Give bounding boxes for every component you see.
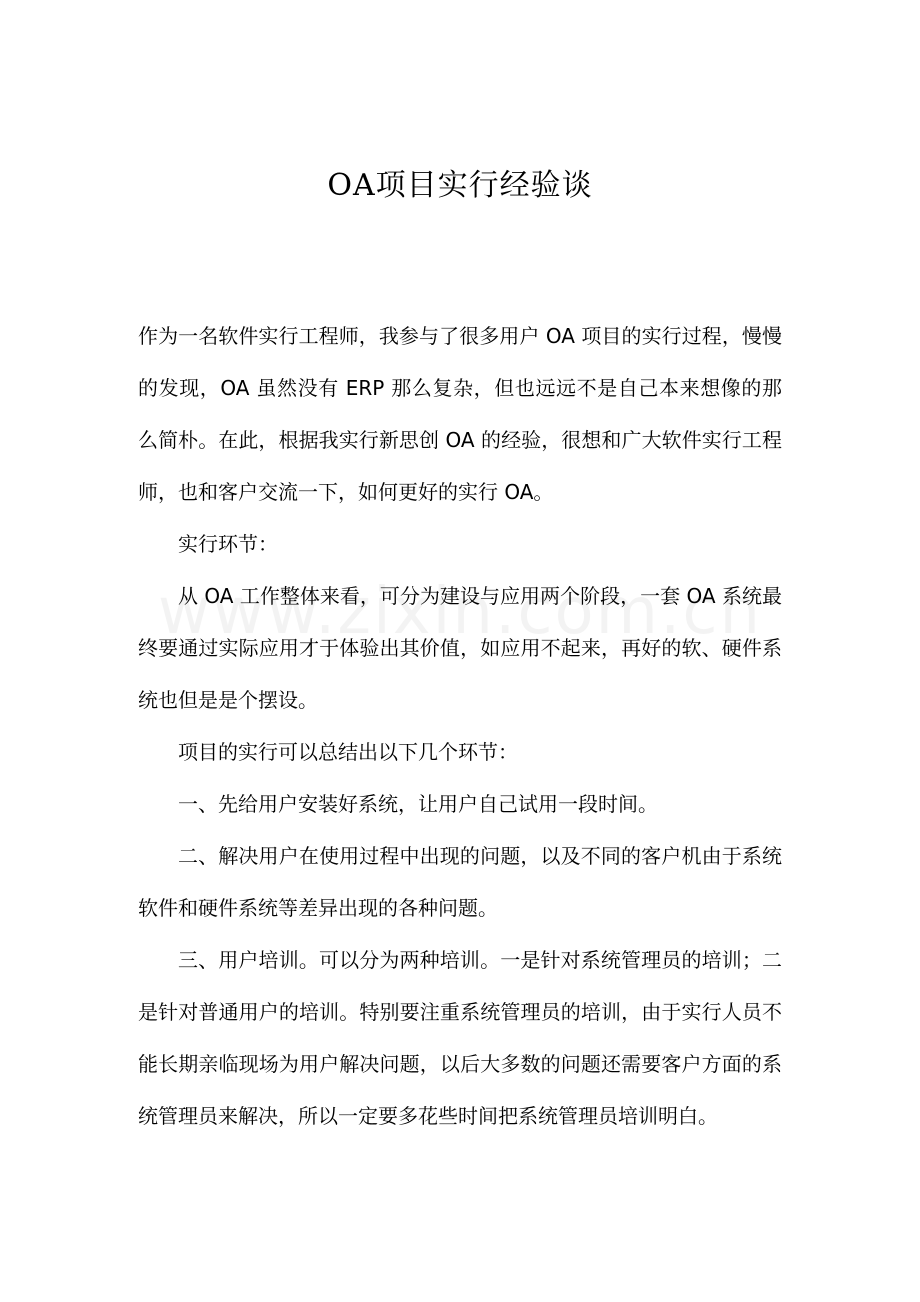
paragraph-step-2: 二、解决用户在使用过程中出现的问题，以及不同的客户机由于系统软件和硬件系统等差异出现的各种问题。 <box>138 844 782 920</box>
paragraph-steps-intro: 项目的实行可以总结出以下几个环节： <box>178 740 518 764</box>
paragraph-overview: 从 OA 工作整体来看，可分为建设与应用两个阶段，一套 OA 系统最终要通过实际应用才于体验出其价值，如应用不起来，再好的软、硬件系统也但是是个摆设。 <box>138 584 782 712</box>
paragraph-intro: 作为一名软件实行工程师，我参与了很多用户 OA 项目的实行过程，慢慢的发现，OA 虽然没有 ERP 那么复杂，但也远远不是自己本来想像的那么简朴。在此，根据我实行新思创 OA 的经验，很想和广大软件实行工程师，也和客户交流一下，如何更好的实行 OA。 <box>138 324 782 504</box>
paragraph-step-3: 三、用户培训。可以分为两种培训。一是针对系统管理员的培训；二是针对普通用户的培训。特别要注重系统管理员的培训，由于实行人员不能长期亲临现场为用户解决问题，以后大多数的问题还需要客户方面的系统管理员来解决，所以一定要多花些时间把系统管理员培训明白。 <box>138 948 782 1128</box>
paragraph-steps-heading: 实行环节： <box>178 532 278 556</box>
paragraph-step-1: 一、先给用户安装好系统，让用户自己试用一段时间。 <box>178 792 658 816</box>
document-title: OA项目实行经验谈 <box>327 168 593 203</box>
document-body <box>138 310 782 1142</box>
